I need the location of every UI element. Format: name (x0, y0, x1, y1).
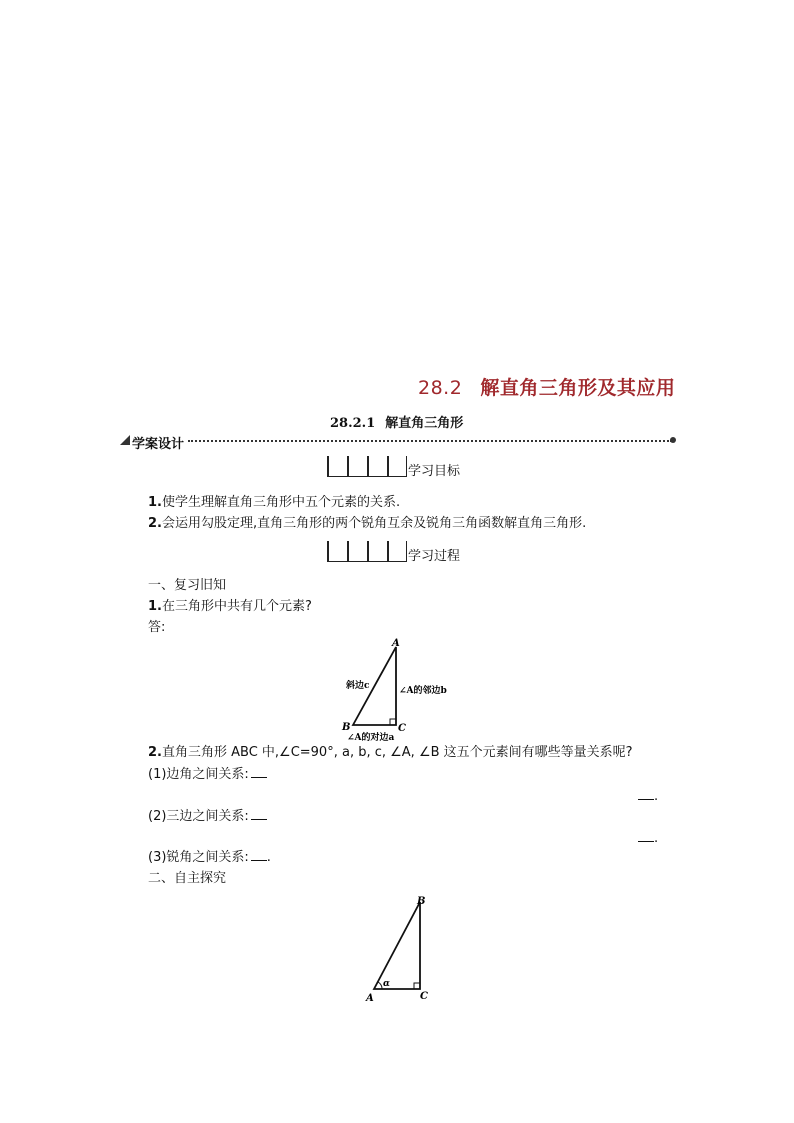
goal-item-1: 1.使学生理解直角三角形中五个元素的关系. (148, 495, 401, 510)
part2-heading: 二、自主探究 (148, 871, 227, 886)
chapter-title (418, 373, 675, 400)
hypotenuse-label: 斜边c (346, 681, 370, 691)
section-number: 28.2.1 (330, 416, 376, 431)
answer-label: 答: (148, 620, 166, 635)
box-grid-icon (327, 456, 407, 477)
goals-heading-label: 学习目标 (408, 464, 461, 479)
vertex-a-label: A (366, 993, 374, 1004)
q2-part-1: (1)边角之间关系: (148, 764, 267, 785)
box-grid-icon (327, 541, 407, 562)
question-1: 1.在三角形中共有几个元素? (148, 599, 312, 614)
opposite-side-label: ∠A的对边a (347, 733, 395, 743)
right-triangle-figure-2 (362, 893, 442, 1008)
dotted-divider (188, 440, 672, 442)
divider-end-dot-icon (670, 437, 676, 443)
part1-heading: 一、复习旧知 (148, 578, 227, 593)
section-title (330, 412, 463, 431)
adjacent-side-label: ∠A的邻边b (399, 686, 447, 696)
answer-blank[interactable] (251, 847, 267, 861)
question-2: 2.直角三角形 ABC 中,∠C=90°, a, b, c, ∠A, ∠B 这五个元素间有哪些等量关系呢? (148, 745, 633, 760)
process-heading-label: 学习过程 (408, 549, 461, 564)
chapter-number: 28.2 (418, 377, 463, 399)
triangle-marker-icon (120, 435, 130, 445)
answer-blank[interactable] (251, 806, 267, 820)
q2-part-2-end: . (638, 828, 658, 849)
angle-alpha-label: α (383, 979, 390, 989)
answer-blank[interactable] (638, 786, 654, 800)
answer-blank[interactable] (638, 828, 654, 842)
design-bar (120, 433, 676, 452)
q2-part-2: (2)三边之间关系: (148, 806, 267, 827)
q2-part-3: (3)锐角之间关系: . (148, 847, 271, 868)
design-label: 学案设计 (132, 437, 185, 452)
vertex-c-label: C (420, 991, 428, 1002)
vertex-b-label: B (417, 896, 426, 907)
vertex-a-label: A (392, 638, 400, 649)
vertex-c-label: C (398, 723, 406, 734)
goal-item-2: 2.会运用勾股定理,直角三角形的两个锐角互余及锐角三角函数解直角三角形. (148, 516, 587, 531)
section-title-text: 解直角三角形 (385, 416, 464, 431)
chapter-title-text: 解直角三角形及其应用 (480, 377, 676, 399)
right-triangle-figure-1 (330, 632, 480, 747)
answer-blank[interactable] (251, 764, 267, 778)
q2-part-1-end: . (638, 786, 658, 807)
vertex-b-label: B (342, 722, 351, 733)
